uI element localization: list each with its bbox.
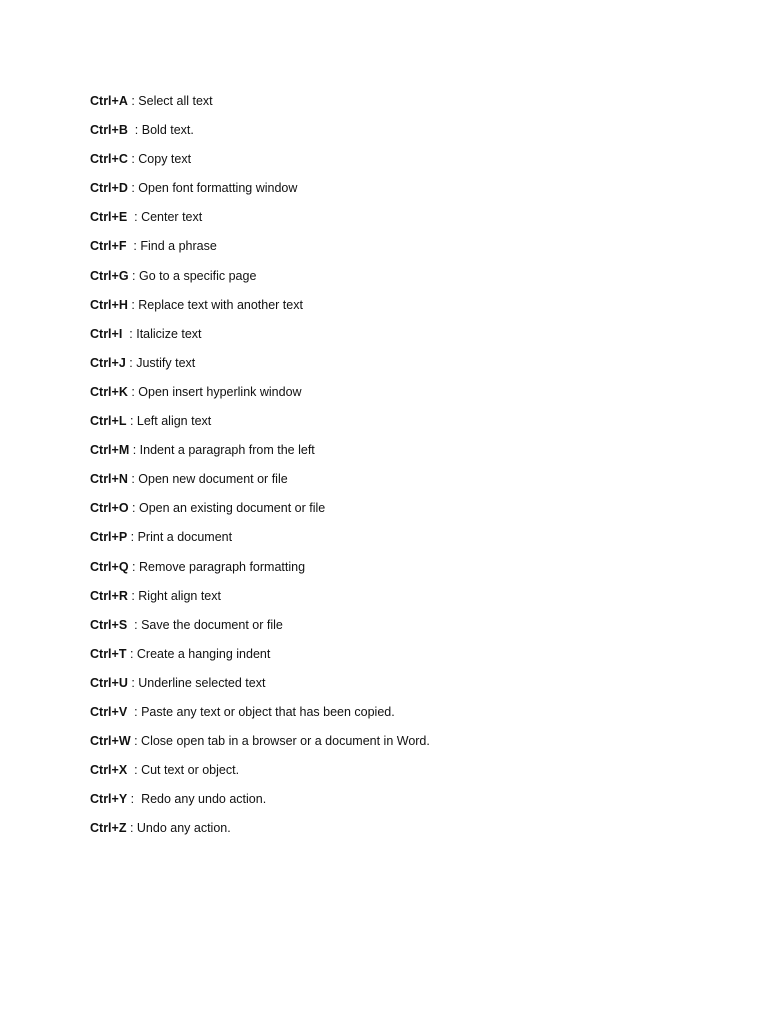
- shortcut-description: Bold text.: [141, 123, 194, 138]
- shortcut-separator: :: [127, 152, 139, 167]
- shortcut-description: Remove paragraph formatting: [138, 559, 306, 574]
- shortcut-description: Open font formatting window: [138, 181, 298, 196]
- shortcut-description: Left align text: [136, 414, 212, 429]
- shortcut-separator: :: [127, 588, 139, 603]
- shortcut-separator: :: [127, 617, 142, 632]
- shortcut-key: Ctrl+R: [90, 588, 128, 603]
- shortcut-row-ctrl-f: [90, 237, 430, 266]
- shortcut-key: Ctrl+E: [90, 210, 128, 225]
- shortcut-key: Ctrl+A: [90, 94, 128, 108]
- shortcut-separator: :: [127, 181, 139, 196]
- shortcut-row-ctrl-r: [90, 587, 430, 616]
- shortcut-description: Print a document: [137, 530, 233, 545]
- shortcut-description: Underline selected text: [138, 675, 266, 690]
- shortcut-separator: :: [125, 355, 137, 370]
- shortcut-row-ctrl-i: [90, 325, 430, 354]
- shortcut-key: Ctrl+H: [90, 297, 128, 312]
- shortcut-row-ctrl-o: [90, 499, 430, 528]
- shortcut-separator: :: [127, 704, 142, 719]
- shortcut-row-ctrl-x: [90, 761, 430, 790]
- shortcut-row-ctrl-k: [90, 383, 430, 412]
- shortcut-list: [90, 92, 430, 848]
- shortcut-description: Create a hanging indent: [136, 646, 271, 661]
- shortcut-key: Ctrl+T: [90, 646, 127, 661]
- shortcut-key: Ctrl+F: [90, 239, 127, 254]
- shortcut-row-ctrl-q: [90, 558, 430, 587]
- shortcut-row-ctrl-d: [90, 179, 430, 208]
- shortcut-row-ctrl-t: [90, 645, 430, 674]
- shortcut-separator: :: [128, 501, 139, 516]
- shortcut-row-ctrl-z: [90, 819, 430, 848]
- shortcut-row-ctrl-y: [90, 790, 430, 819]
- shortcut-description: Justify text: [136, 355, 196, 370]
- shortcut-key: Ctrl+M: [90, 443, 130, 458]
- shortcut-description: Undo any action.: [136, 821, 231, 836]
- shortcut-separator: :: [126, 646, 137, 661]
- shortcut-key: Ctrl+N: [90, 472, 128, 487]
- shortcut-row-ctrl-e: [90, 208, 430, 237]
- shortcut-separator: :: [127, 210, 142, 225]
- shortcut-description: Go to a specific page: [138, 268, 257, 283]
- shortcut-row-ctrl-s: [90, 616, 430, 645]
- shortcut-description: Italicize text: [136, 326, 202, 341]
- shortcut-row-ctrl-j: [90, 354, 430, 383]
- shortcut-key: Ctrl+S: [90, 617, 128, 632]
- shortcut-separator: :: [127, 792, 142, 807]
- shortcut-separator: :: [126, 821, 137, 836]
- shortcut-row-ctrl-c: [90, 150, 430, 179]
- shortcut-separator: :: [127, 530, 138, 545]
- shortcut-key: Ctrl+X: [90, 763, 128, 778]
- shortcut-key: Ctrl+D: [90, 181, 128, 196]
- shortcut-description: Right align text: [138, 588, 221, 603]
- shortcut-key: Ctrl+B: [90, 123, 128, 138]
- shortcut-separator: :: [127, 94, 139, 108]
- shortcut-row-ctrl-h: [90, 296, 430, 325]
- shortcut-key: Ctrl+I: [90, 326, 123, 341]
- shortcut-description: Replace text with another text: [138, 297, 303, 312]
- shortcut-key: Ctrl+Z: [90, 821, 127, 836]
- shortcut-separator: :: [128, 268, 139, 283]
- shortcut-row-ctrl-p: [90, 528, 430, 557]
- shortcut-separator: :: [127, 763, 142, 778]
- shortcut-key: Ctrl+G: [90, 268, 129, 283]
- shortcut-separator: :: [126, 414, 137, 429]
- shortcut-description: Copy text: [138, 152, 192, 167]
- shortcut-key: Ctrl+U: [90, 675, 128, 690]
- shortcut-row-ctrl-v: [90, 703, 430, 732]
- shortcut-row-ctrl-l: [90, 412, 430, 441]
- shortcut-description: Redo any undo action.: [141, 792, 267, 807]
- shortcut-row-ctrl-n: [90, 470, 430, 499]
- shortcut-description: Open new document or file: [138, 472, 288, 487]
- shortcut-key: Ctrl+O: [90, 501, 129, 516]
- shortcut-separator: :: [130, 734, 142, 749]
- shortcut-key: Ctrl+Q: [90, 559, 129, 574]
- shortcut-separator: :: [127, 384, 139, 399]
- shortcut-key: Ctrl+W: [90, 734, 131, 749]
- shortcut-description: Find a phrase: [140, 239, 217, 254]
- shortcut-separator: :: [127, 297, 139, 312]
- shortcut-separator: :: [128, 559, 139, 574]
- shortcut-key: Ctrl+Y: [90, 792, 128, 807]
- shortcut-separator: :: [129, 443, 140, 458]
- shortcut-separator: :: [127, 472, 139, 487]
- shortcut-key: Ctrl+K: [90, 384, 128, 399]
- shortcut-row-ctrl-b: [90, 121, 430, 150]
- shortcut-description: Save the document or file: [141, 617, 283, 632]
- shortcut-description: Cut text or object.: [141, 763, 240, 778]
- shortcut-separator: :: [127, 675, 139, 690]
- shortcut-description: Open an existing document or file: [138, 501, 326, 516]
- shortcut-key: Ctrl+C: [90, 152, 128, 167]
- shortcut-key: Ctrl+P: [90, 530, 128, 545]
- shortcut-description: Indent a paragraph from the left: [139, 443, 315, 458]
- shortcut-row-ctrl-m: [90, 441, 430, 470]
- shortcut-description: Open insert hyperlink window: [138, 384, 302, 399]
- shortcut-separator: :: [127, 123, 142, 138]
- shortcut-row-ctrl-u: [90, 674, 430, 703]
- shortcut-row-ctrl-a: [90, 92, 430, 121]
- shortcut-key: Ctrl+V: [90, 704, 128, 719]
- shortcut-row-ctrl-w: [90, 732, 430, 761]
- shortcut-key: Ctrl+J: [90, 355, 126, 370]
- shortcut-description: Select all text: [138, 94, 213, 108]
- shortcut-separator: :: [122, 326, 137, 341]
- shortcut-description: Center text: [141, 210, 203, 225]
- shortcut-separator: :: [126, 239, 141, 254]
- shortcut-key: Ctrl+L: [90, 414, 127, 429]
- shortcut-description: Paste any text or object that has been copied.: [141, 704, 395, 719]
- shortcut-description: Close open tab in a browser or a document in Word.: [141, 734, 430, 749]
- shortcut-row-ctrl-g: [90, 267, 430, 296]
